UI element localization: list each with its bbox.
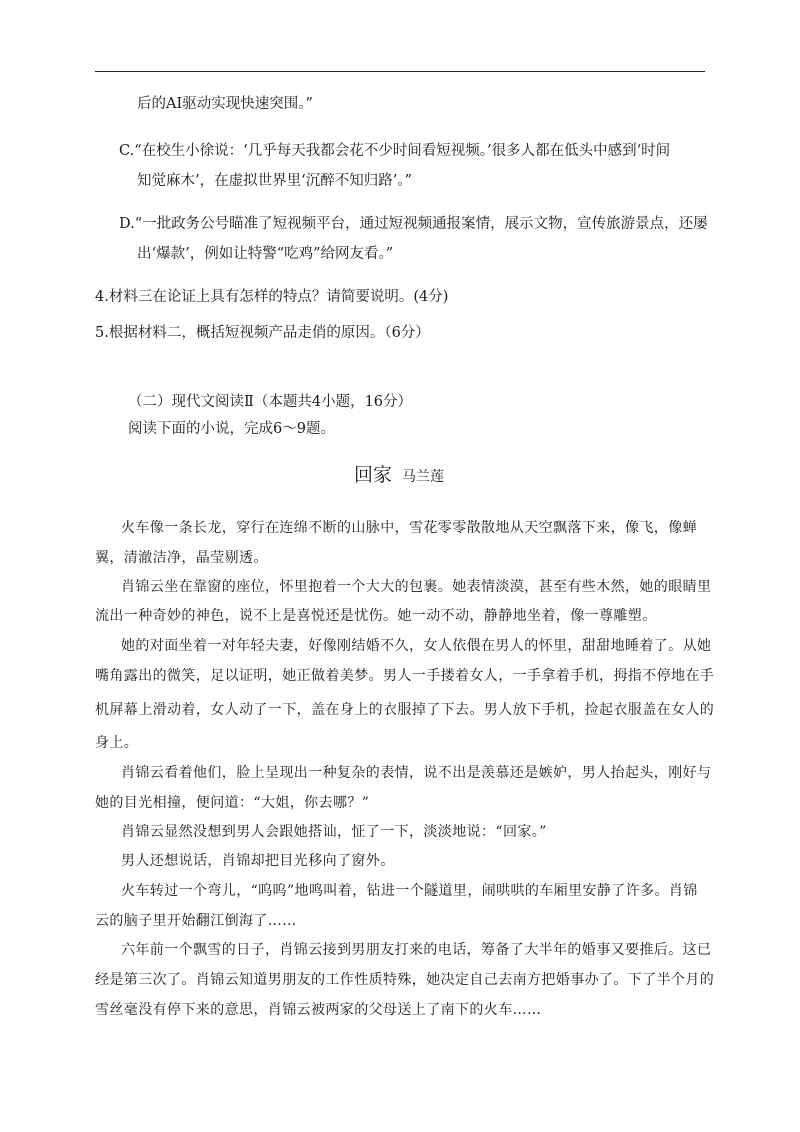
- question-5: 5.根据材料二，概括短视频产品走俏的原因。（6分）: [95, 325, 430, 341]
- section-instruction: 阅读下面的小说，完成6～9题。: [128, 421, 335, 437]
- story-line: 云的脑子里开始翻江倒海了……: [95, 913, 297, 929]
- header-rule: [95, 71, 705, 72]
- story-title-block: [354, 460, 444, 487]
- story-line: 她的目光相撞，便问道：“大姐，你去哪？”: [95, 795, 370, 811]
- option-d: [119, 214, 708, 234]
- story-line: 男人还想说话，肖锦却把目光移向了窗外。: [121, 853, 395, 869]
- option-c: [119, 141, 670, 161]
- story-line: 翼，清澈洁净，晶莹剔透。: [95, 550, 268, 566]
- section-heading: （二）现代文阅读Ⅱ（本题共4小题，16分）: [128, 394, 413, 410]
- option-c-label: C.: [119, 143, 135, 159]
- story-author: 马兰莲: [402, 469, 445, 485]
- story-line: 嘴角露出的微笑，足以证明，她正做着美梦。男人一手搂着女人，一手拿着手机，拇指不停地在手: [95, 668, 715, 684]
- option-d-text-line2: 出‘爆款’，例如让特警“吃鸡”给网友看。”: [137, 246, 394, 262]
- story-line: 六年前一个飘雪的日子，肖锦云接到男朋友打来的电话，筹备了大半年的婚事又要推后。这已: [121, 942, 712, 958]
- question-4: 4.材料三在论证上具有怎样的特点？请简要说明。(4分): [95, 289, 449, 305]
- story-line: 火车转过一个弯儿，“呜呜”地鸣叫着，钻进一个隧道里，闹哄哄的车厢里安静了许多。肖锦: [121, 883, 698, 899]
- option-c-text-line1: “在校生小徐说：‘几乎每天我都会花不少时间看短视频。’很多人都在低头中感到‘时间: [134, 143, 671, 159]
- story-line: 流出一种奇妙的神色，说不上是喜悦还是忧伤。她一动不动，静静地坐着，像一尊雕塑。: [95, 608, 657, 624]
- option-b-continuation: 后的AI驱动实现快速突围。”: [137, 96, 313, 112]
- story-title: 回家: [354, 464, 393, 486]
- option-c-text-line2: 知觉麻木’，在虚拟世界里‘沉醉不知归路’。”: [137, 173, 412, 189]
- story-line: 机屏幕上滑动着，女人动了一下，盖在身上的衣服掉了下去。男人放下手机，捡起衣服盖在女人的: [95, 702, 715, 718]
- story-line: 经是第三次了。肖锦云知道男朋友的工作性质特殊，她决定自己去南方把婚事办了。下了半个月的: [95, 972, 715, 988]
- option-d-label: D.: [119, 216, 135, 232]
- story-line: 肖锦云显然没想到男人会跟她搭讪，怔了一下，淡淡地说：“回家。”: [121, 824, 547, 840]
- story-line: 她的对面坐着一对年轻夫妻，好像刚结婚不久，女人依偎在男人的怀里，甜甜地睡着了。从她: [121, 638, 712, 654]
- story-line: 肖锦云看着他们，脸上呈现出一种复杂的表情，说不出是羡慕还是嫉妒，男人抬起头，刚好与: [121, 765, 712, 781]
- story-line: 雪丝毫没有停下来的意思，肖锦云被两家的父母送上了南下的火车……: [95, 1002, 542, 1018]
- story-line: 肖锦云坐在靠窗的座位，怀里抱着一个大大的包裹。她表情淡漠，甚至有些木然，她的眼睛里: [121, 579, 712, 595]
- story-line: 身上。: [95, 735, 139, 751]
- option-d-text-line1: “一批政务公号瞄准了短视频平台，通过短视频通报案情，展示文物，宣传旅游景点，还屡: [134, 216, 708, 232]
- story-line: 火车像一条长龙，穿行在连绵不断的山脉中，雪花零零散散地从天空飘落下来，像飞，像蝉: [121, 520, 697, 536]
